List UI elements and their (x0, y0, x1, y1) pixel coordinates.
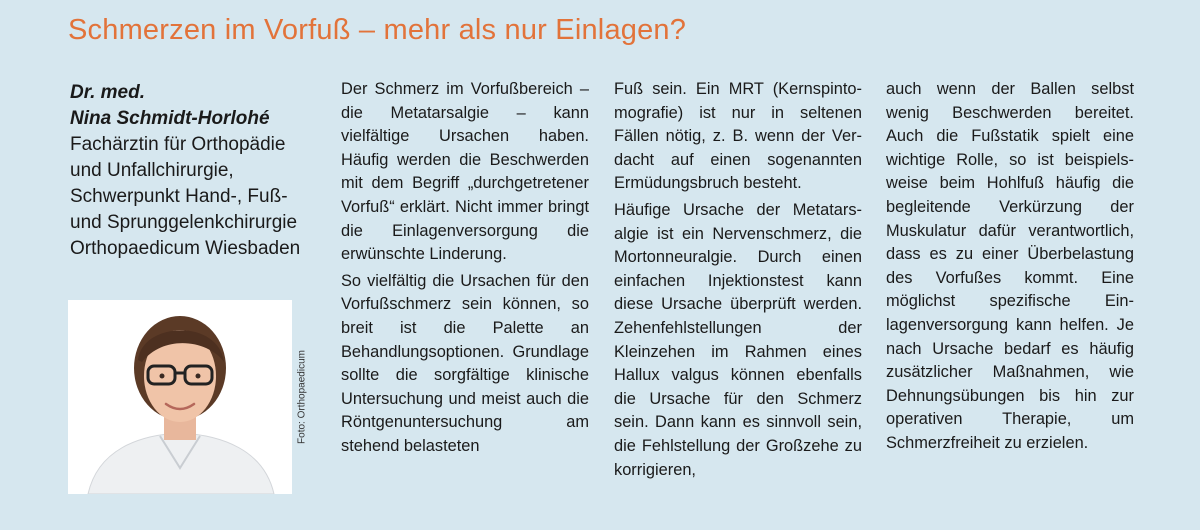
author-role-line: Schwerpunkt Hand-, Fuß- (70, 186, 288, 207)
author-box (70, 80, 332, 262)
author-portrait-photo (68, 300, 292, 494)
paragraph: So vielfältig die Ursachen für den Vorfußschmerz sein können, so breit ist die Palette an Behandlungsoptionen. Grundlage sollte die sorgfältige klinische Untersuchung und meist auch die Röntgenuntersuchung am stehend belasteten (341, 271, 589, 455)
paragraph: Häufige Ursache der Metatarsalgie ist ein Nervenschmerz, die Mortonneuralgie. Durch einen einfachen Injektionstest kann diese Ursache überprüft werden. Zehenfehlstellungen der Kleinzehen im Rahmen eines Hallux valgus können ebenfalls die Ursache für den Schmerz sein. Dann kann es sinnvoll sein, die Fehlstellung der Großzehe zu korrigieren, (614, 200, 862, 479)
text-column-3 (886, 78, 1134, 459)
article-title: Schmerzen im Vorfuß – mehr als nur Einlagen? (68, 14, 687, 46)
text-column-1 (341, 78, 589, 462)
author-role-line: und Unfallchirurgie, (70, 160, 234, 181)
portrait-illustration (68, 300, 292, 494)
paragraph: Fuß sein. Ein MRT (Kernspintomografie) ist nur in seltenen Fällen nötig, z. B. wenn der Verdacht auf einen sogenannten Ermüdungsbruch besteht. (614, 80, 862, 193)
author-affiliation: Orthopaedicum Wiesbaden (70, 238, 301, 259)
paragraph: auch wenn der Ballen selbst wenig Beschwerden bereitet. Auch die Fußstatik spielt eine wichtige Rolle, so ist beispielsweise beim Hohlfuß häufig die begleitende Verkürzung der Muskulatur dafür verantwortlich, dass es zu einer Überbelastung des Vorfußes kommt. Eine möglichst spezifische Einlagenversorgung kann helfen. Je nach Ursache bedarf es häufig zusätzlicher Maßnahmen, wie Dehnungsübungen bis hin zur operativen Therapie, um Schmerzfreiheit zu erzielen. (886, 80, 1134, 452)
text-column-2 (614, 78, 862, 485)
author-name: Nina Schmidt-Horlohé (70, 108, 270, 129)
author-title: Dr. med. (70, 82, 145, 103)
author-role-line: Fachärztin für Orthopädie (70, 134, 286, 155)
paragraph: Der Schmerz im Vorfußbereich – die Metatarsalgie – kann vielfältige Ursachen haben. Häufig werden die Beschwerden mit dem Begriff „durchgetretener Vorfuß“ erklärt. Nicht immer bringt die Einlagenversorgung die erwünschte Linderung. (341, 80, 589, 264)
author-role-line: und Sprunggelenkchirurgie (70, 212, 298, 233)
photo-credit (295, 300, 309, 494)
photo-credit-text: Foto: Orthopaedicum (296, 350, 308, 444)
